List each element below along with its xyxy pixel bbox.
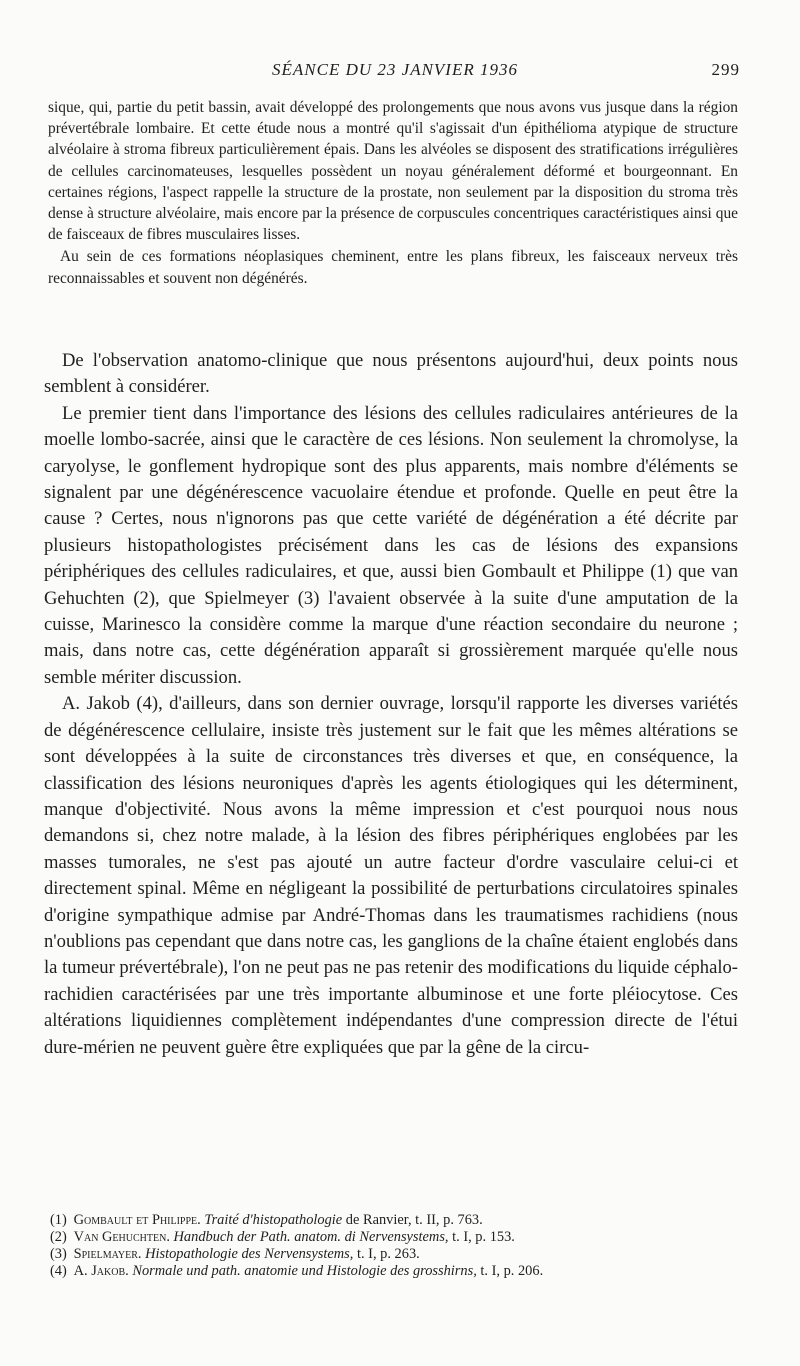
small-paragraph: Au sein de ces formations néoplasiques cheminent, entre les plans fibreux, les faisceaux nerveux très reconnaissables et souvent non dégénérés. — [48, 248, 738, 287]
paragraph: De l'observation anatomo-clinique que nous présentons aujourd'hui, deux points nous semblent à considérer. — [44, 350, 738, 398]
footnote-work: Normale und path. anatomie und Histologie des grosshirns, — [132, 1263, 477, 1279]
footnote-ref: t. I, p. 153. — [452, 1229, 515, 1245]
footnote-author: Gombault et Philippe. — [73, 1212, 201, 1228]
footnote-ref: de Ranvier, t. II, p. 763. — [345, 1212, 483, 1228]
footnote-number: (1) — [50, 1212, 67, 1228]
page-number: 299 — [711, 60, 740, 79]
footnote-number: (4) — [50, 1263, 67, 1279]
small-paragraph: sique, qui, partie du petit bassin, avait développé des prolongements que nous avons vus jusque dans la région prévertébrale lombaire. Et cette étude nous a montré qu'il s'agissait d'un épithélioma atypique de structure alvéolaire à stroma fibreux particulièrement épais. Dans les alvéoles se disposent des stratifications irrégulières de cellules carcinomateuses, lesquelles possèdent un noyau généralement déformé et bourgeonnant. En certaines régions, l'aspect rappelle la structure de la prostate, non seulement par la disposition du stroma très dense à structure alvéolaire, mais encore par la présence de corpuscules concentriques caractéristiques ainsi que de faisceaux de fibres musculaires lisses. — [48, 99, 738, 244]
footnote — [50, 1212, 740, 1229]
footnote-number: (2) — [50, 1229, 67, 1245]
paragraph: A. Jakob (4), d'ailleurs, dans son dernier ouvrage, lorsqu'il rapporte les diverses variétés de dégénérescence cellulaire, insiste très justement sur le fait que les mêmes altérations se sont développées à la suite de circonstances très diverses et que, en conséquence, la classification des lésions neuroniques d'après les agents étiologiques qui les déterminent, manque d'objectivité. Nous avons la même impression et c'est pourquoi nous nous demandons si, chez notre malade, à la lésion des fibres périphériques englobées par les masses tumorales, ne s'est pas ajouté un autre facteur d'ordre vasculaire celui-ci et directement spinal. Même en négligeant la possibilité de perturbations circulatoires spinales d'origine sympathique admise par André-Thomas dans les traumatismes rachidiens (nous n'oublions pas cependant que dans notre cas, les ganglions de la chaîne étaient englobés dans la tumeur prévertébrale), l'on ne peut pas ne pas retenir des modifications du liquide céphalo-rachidien caractérisées par une très importante albuminose et une forte pléiocytose. Ces altérations liquidiennes complètement indépendantes d'une compression directe de l'étui dure-mérien ne peuvent guère être expliquées que par la gêne de la circu- — [44, 693, 738, 1058]
footnote — [50, 1229, 740, 1246]
footnote-work: Histopathologie des Nervensystems, — [145, 1246, 354, 1262]
footnote-author: Van Gehuchten. — [73, 1229, 170, 1245]
footnote-work: Traité d'histopathologie — [204, 1212, 343, 1228]
small-print-section — [48, 97, 738, 289]
footnote-number: (3) — [50, 1246, 67, 1262]
footnote-ref: t. I, p. 206. — [480, 1263, 544, 1279]
footnote-author: Spielmayer. — [73, 1246, 142, 1262]
footnote — [50, 1263, 740, 1280]
footnote-ref: t. I, p. 263. — [356, 1246, 420, 1262]
running-title: SÉANCE DU 23 JANVIER 1936 — [272, 60, 518, 79]
footnote-author: A. Jakob. — [73, 1263, 129, 1279]
footnotes — [50, 1212, 740, 1280]
running-header — [50, 60, 740, 84]
footnote — [50, 1246, 740, 1263]
paragraph: Le premier tient dans l'importance des lésions des cellules radiculaires antérieures de la moelle lombo-sacrée, ainsi que le caractère de ces lésions. Non seulement la chromolyse, la caryolyse, le gonflement hydropique sont des plus apparents, mais nombre d'éléments se signalent par une dégénérescence vacuolaire étendue et profonde. Quelle en peut être la cause ? Certes, nous n'ignorons pas que cette variété de dégénération a été décrite par plusieurs histopathologistes précisément dans les cas de lésions des expansions périphériques des cellules radiculaires, et que, aussi bien Gombault et Philippe (1) que van Gehuchten (2), que Spielmeyer (3) l'avaient observée à la suite d'une amputation de la cuisse, Marinesco la considère comme la marque d'une réaction secondaire du neurone ; mais, dans notre cas, cette dégénération apparaît si grossièrement marquée qu'elle nous semble mériter discussion. — [44, 402, 738, 688]
footnote-work: Handbuch der Path. anatom. di Nervensystems, — [173, 1229, 449, 1245]
main-text — [44, 348, 738, 1061]
